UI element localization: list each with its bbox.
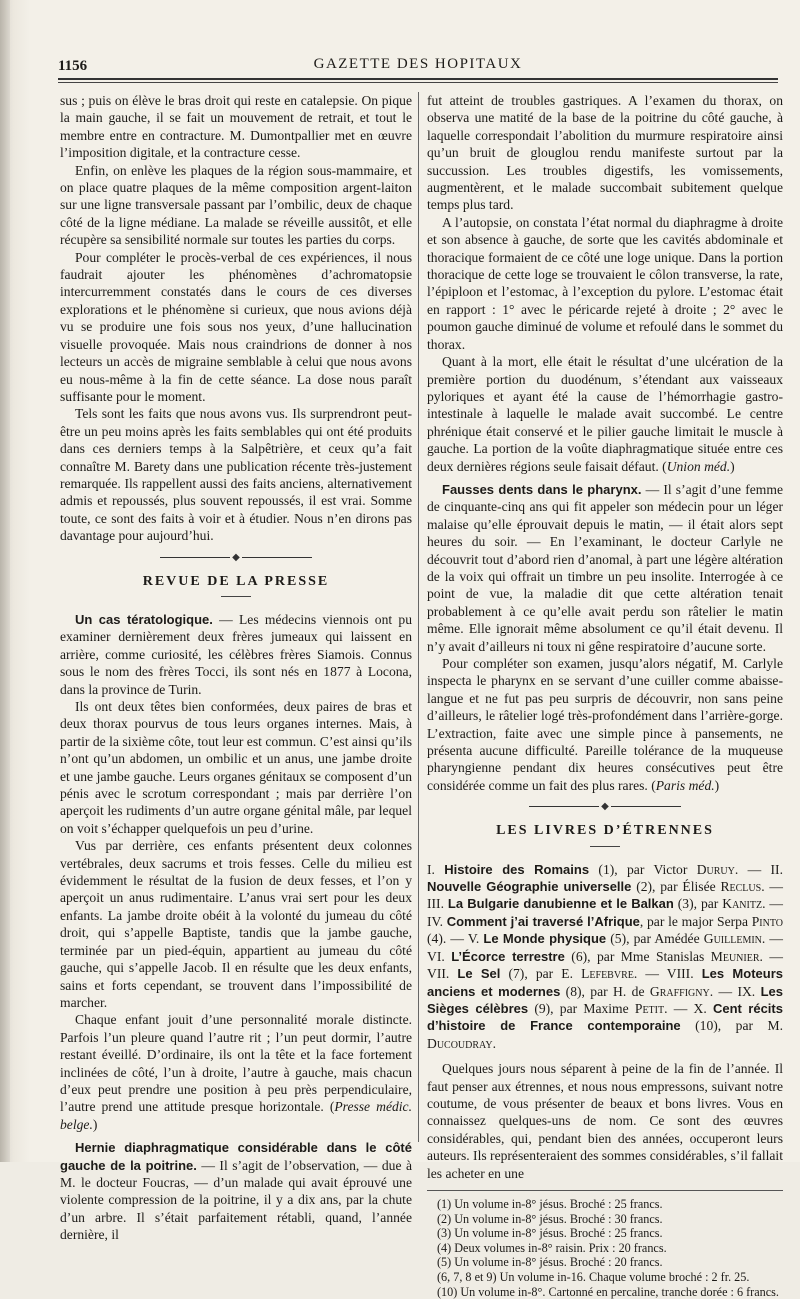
article-heading: Hernie diaphragmatique considérable dans le côté gauche de la poitrine. xyxy=(60,1140,412,1173)
paragraph: Chaque enfant jouit d’une personnalité morale distincte. Parfois l’un pleure quand l’autre rit ; l’un peut dormir, l’autre restant éveillé. D’ordinaire, ils ont la tête et la face fortement inclinées de côté, l’un à droite, l’autre à gauche, mais chacun d’eux peut prendre une position à peu près perpendiculaire, l’autre prend une attitude presque horizontale. (Presse médic. belge.) xyxy=(60,1012,412,1132)
book-title: Nouvelle Géographie universelle xyxy=(427,879,632,895)
paragraph: A l’autopsie, on constata l’état normal du diaphragme à droite et son absence à gauche, de sorte que les cavités abdominale et thoracique formaient de ce côté une loge unique. Dans la portion thoracique de cette loge se trouvaient le côlon transverse, la rate, l’épiploon et l’estomac, à l’exception du pylore. L’estomac était en rapport : 1° avec le péricarde rejeté à droite ; 2° avec le poumon gauche diminué de volume et refoulé dans le sommet du thorax. xyxy=(427,214,783,352)
article-paragraph: Hernie diaphragmatique considérable dans le côté gauche de la poitrine. — Il s’agit de l’observation, — due à M. le docteur Foucras, — d’un malade qui avait éprouvé une violente compression de la poitrine, il y a dix ans, par la chute d’un arbre. Il s’était parfaitement rétabli, quand, l’année dernière, il xyxy=(60,1140,412,1243)
footnote: (1) Un volume in-8° jésus. Broché : 25 francs. xyxy=(437,1196,663,1211)
section-title-livres: LES LIVRES D’ÉTRENNES xyxy=(496,823,714,839)
article-heading: Fausses dents dans le pharynx. xyxy=(442,481,642,497)
book-title: Comment j’ai traversé l’Afrique xyxy=(446,913,640,929)
book-list xyxy=(427,861,783,1052)
book-author: Lefebvre xyxy=(581,966,634,982)
source-citation: Presse médic. belge. xyxy=(60,1099,412,1132)
article-paragraph: Fausses dents dans le pharynx. — Il s’agit d’une femme de cinquante-cinq ans qui fit appeler son médecin pour un léger malaise qu’elle éprouvait depuis le matin, — il était alors sept heures du soir. — En l’examinant, le docteur Carlyle ne découvrit tout d’abord rien d’anomal, à part une légère altération de la voix qui offrait un timbre un peu insolite. Interrogée à ce point de vue, la maladie dit que cette altération tenait probablement à ce qu’elle avait perdu son râtelier le matin même. Elle ignorait même absolument ce qu’il était devenu. Il n’y avait d’ailleurs ni toux ni gêne respiratoire d’aucune sorte. xyxy=(427,481,783,654)
article-paragraph: Un cas tératologique. — Les médecins viennois ont pu examiner dernièrement deux frères jumeaux qui laissent en arrière, comme curiosité, les célèbres frères Siamois. Connus sous le nom des frères Tocci, ils sont nés en 1877 à Locona, dans la province de Turin. xyxy=(60,611,412,697)
header-rule-thin xyxy=(58,82,778,83)
book-title: L’Écorce terrestre xyxy=(451,948,565,964)
paragraph: Tels sont les faits que nous avons vus. Ils surprendront peut-être un peu moins après les faits semblables qui ont été produits dans ces derniers temps à la Salpêtrière, et ceux qu’a fait connaître M. Barety dans une publication récente très-justement remarquée. Ils rappellent aussi des faits anciens, alternativement admis et repoussés, plus souvent repoussés, il est vrai. Somme toute, ce sont des faits à voir et à étudier. Nous n’en dirons pas davantage pour aujourd’hui. xyxy=(60,406,412,544)
article-heading: Un cas tératologique. xyxy=(75,611,213,627)
book-title: Histoire des Romains xyxy=(444,861,590,877)
paragraph: Vus par derrière, ces enfants présentent deux colonnes vertébrales, deux sacrums et trois fesses. Celle du milieu est évidemment le résultat de la fusion de deux fesses, et l’on y aperçoit un anus rudimentaire. L’anus vrai sert pour les deux enfants. La jambe droite obéit à la volonté du jumeau du côté droit, qui s’appelle Baptiste, tandis que la jambe gauche, terminée par un pied-équin, appartient au jumeau du côté gauche, qui s’appelle Jacob. Il en résulte que les deux enfants, sains et forts cependant, se trouvent dans l’impossibilité de marcher. xyxy=(60,838,412,1010)
book-author: Kanitz xyxy=(722,896,763,912)
left-column xyxy=(60,92,412,1244)
page-number: 1156 xyxy=(58,58,88,74)
book-author: Graffigny xyxy=(649,983,710,999)
book-author: Petit xyxy=(634,1000,665,1016)
footnote: (2) Un volume in-8° jésus. Broché : 30 francs. xyxy=(437,1211,663,1226)
footnote: (3) Un volume in-8° jésus. Broché : 25 francs. xyxy=(437,1226,663,1241)
book-author: Pinto xyxy=(751,913,783,929)
book-title: Les Sièges célèbres xyxy=(427,983,783,1016)
paragraph: Quant à la mort, elle était le résultat d’une ulcération de la première portion du duodénum, s’étendant aux vaisseaux pyloriques et ayant été la cause de l’hémorrhagie gastro-intestinale à laquelle le malade avait succombé. Le centre phrénique était conservé et le pilier gauche limitait le muscle à gauche. La portion de la voûte diaphragmatique située entre ces deux dernières régions seule faisait défaut. (Union méd.) xyxy=(427,354,783,474)
footnote: (10) Un volume in-8°. Cartonné en percaline, tranche dorée : 6 francs. xyxy=(437,1284,779,1299)
book-title: La Bulgarie danubienne et le Balkan xyxy=(447,896,674,912)
book-author: Ducoudray xyxy=(427,1035,493,1051)
book-author: Reclus xyxy=(720,879,762,895)
page-header xyxy=(58,48,778,76)
right-column xyxy=(427,92,783,1299)
book-title: Le Sel xyxy=(457,966,501,982)
footnote: (6, 7, 8 et 9) Un volume in-16. Chaque volume broché : 2 fr. 25. xyxy=(437,1269,750,1284)
column-divider xyxy=(418,92,419,1142)
footnote-rule xyxy=(427,1190,783,1191)
book-title: Les Moteurs anciens et modernes xyxy=(427,966,783,999)
paragraph: Quelques jours nous séparent à peine de la fin de l’année. Il faut penser aux étrennes, et nous nous empressons, suivant notre coutume, de vous présenter de beaux et bons livres. Vous en connaissez quelques-uns de nom. Ce sont des œuvres considérables, qui, pendant bien des années, occuperont leurs auteurs. Ils représenteraient des sommes considérables, s’il fallait les acheter en une xyxy=(427,1061,783,1181)
book-author: Guillemin xyxy=(703,931,762,947)
footnote: (5) Un volume in-8° jésus. Broché : 20 francs. xyxy=(437,1255,663,1270)
source-citation: Union méd. xyxy=(666,458,731,474)
journal-title: GAZETTE DES HOPITAUX xyxy=(313,56,523,72)
book-title: Cent récits d’histoire de France contemporaine xyxy=(427,1000,783,1034)
paragraph: Enfin, on enlève les plaques de la région sous-mammaire, et on place quatre plaques de la même composition argent-laiton sur une ligne transversale passant par l’ombilic, deux de chaque côté de la ligne médiane. La malade se réveille aussitôt, et elle récupère sa sensibilité normale sur toutes les parties du corps. xyxy=(60,162,412,248)
page-binding-edge xyxy=(0,0,10,1162)
paragraph: Pour compléter son examen, jusqu’alors négatif, M. Carlyle inspecta le pharynx en se servant d’une cuiller comme abaisse-langue et ne fut pas peu surpris de découvrir, non sans peine d’ailleurs, le râtelier logé très-profondément dans l’arrière-gorge. L’extraction, faite avec une simple pince à pansements, ne présenta aucune difficulté. Pareille tolérance de la muqueuse pharyngienne pendant dix heures consécutives peut être considérée comme un fait des plus rares. (Paris méd.) xyxy=(427,656,783,793)
footnotes xyxy=(427,1197,783,1299)
short-rule xyxy=(221,596,251,597)
book-author: Meunier xyxy=(710,948,760,964)
paragraph: fut atteint de troubles gastriques. A l’examen du thorax, on observa une matité de la base de la poitrine du côté gauche, à laquelle correspondait l’abolition du murmure respiratoire ainsi qu’un bruit de glouglou rendu manifeste surtout par la succussion. Les troubles digestifs, les vomissements, augmentèrent, et le malade succombait subitement quelque temps plus tard. xyxy=(427,93,783,213)
book-title: Le Monde physique xyxy=(483,931,607,947)
header-rule-thick xyxy=(58,78,778,80)
book-list-paragraph: I. Histoire des Romains (1), par Victor Duruy. — II. Nouvelle Géographie universelle (2), par Élisée Reclus. — III. La Bulgarie danubienne et le Balkan (3), par Kanitz. — IV. Comment j’ai traversé l’Afrique, par le major Serpa Pinto (4). — V. Le Monde physique (5), par Amédée Guillemin. — VI. L’Écorce terrestre (6), par Mme Stanislas Meunier. — VII. Le Sel (7), par E. Lefebvre. — VIII. Les Moteurs anciens et modernes (8), par H. de Graffigny. — IX. Les Sièges célèbres (9), par Maxime Petit. — X. Cent récits d’histoire de France contemporaine (10), par M. Ducoudray. xyxy=(427,861,784,1051)
short-rule xyxy=(590,846,620,847)
source-citation: Paris méd. xyxy=(655,777,715,793)
paragraph: Ils ont deux têtes bien conformées, deux paires de bras et deux thorax pourvus de tous leurs organes internes. Mais, à partir de la sixième côte, tout leur est commun. C’est ainsi qu’ils n’ont qu’un abdomen, un ombilic et un anus, une jambe droite et une jambe gauche. Leurs organes génitaux se composent d’un pénis avec le scrotum correspondant ; mais par derrière l’on aperçoit les rudiments d’un autre organe génital mâle, par lequel on voit s’échapper quelquefois un peu d’urine. xyxy=(60,699,412,836)
section-ornament: ◆ xyxy=(427,802,783,812)
paragraph: sus ; puis on élève le bras droit qui reste en catalepsie. On pique la main gauche, il se fait un mouvement de retrait, et tout le membre entre en contracture. M. Dumontpallier met en œuvre l’imposition digitale, et la contracture cesse. xyxy=(60,93,412,161)
paragraph: Pour compléter le procès-verbal de ces expériences, il nous faudrait ajouter les phénomènes d’achromatopsie intercurremment constatés dans le cours de ces diverses explorations et le phénomène si curieux, que nous avions déjà vu se produire une fois sous nos yeux, d’une hallucination visuelle provoquée. Mais nous craindrions de donner à nos lecteurs un accès de migraine semblable à celui que nous avons eu nous-même à la fin de cette séance. La dose nous paraît suffisante pour le moment. xyxy=(60,249,412,404)
footnote: (4) Deux volumes in-8° raisin. Prix : 20 francs. xyxy=(437,1240,667,1255)
book-author: Duruy xyxy=(696,861,735,877)
section-ornament: ◆ xyxy=(60,553,412,563)
section-title-revue: REVUE DE LA PRESSE xyxy=(142,573,330,589)
